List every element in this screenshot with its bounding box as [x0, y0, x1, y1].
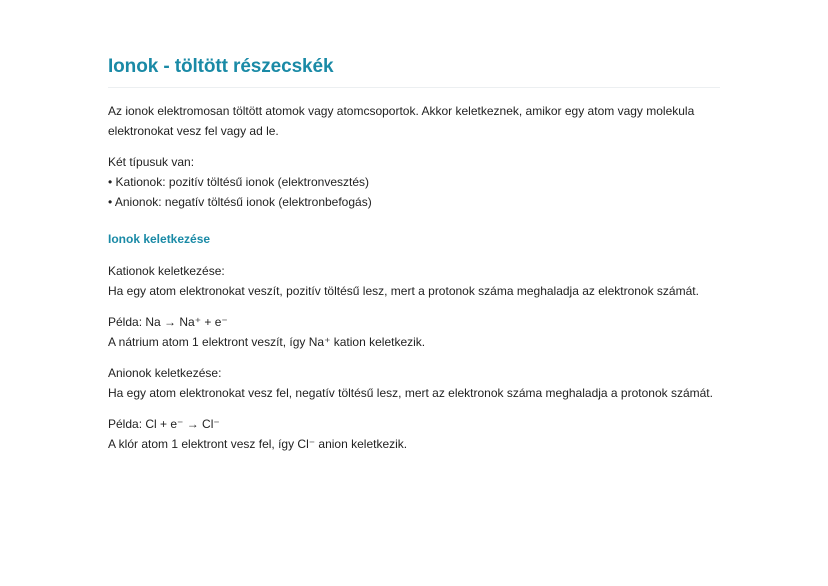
anion-heading: Anionok keletkezése: — [108, 366, 222, 380]
intro-paragraph — [108, 101, 720, 141]
types-heading: Két típusuk van: — [108, 155, 195, 169]
anion-text: Ha egy atom elektronokat vesz fel, negatív töltésű lesz, mert az elektronok száma meghaladja a protonok számát. — [108, 386, 713, 400]
cation-heading: Kationok keletkezése: — [108, 264, 225, 278]
cation-example-block — [108, 312, 720, 352]
anion-example-text: A klór atom 1 elektront vesz fel, így Cl⁻ anion keletkezik. — [108, 437, 408, 451]
anion-block — [108, 363, 720, 403]
cation-text: Ha egy atom elektronokat veszít, pozitív töltésű lesz, mert a protonok száma meghaladja az elektronok számát. — [108, 284, 699, 298]
document-content — [108, 56, 720, 454]
anion-example: Példa: Cl + e⁻ → Cl⁻ — [108, 417, 220, 431]
cation-block — [108, 261, 720, 301]
page-title: Ionok - töltött részecskék — [108, 56, 720, 88]
cation-example-text: A nátrium atom 1 elektront veszít, így Na⁺ kation keletkezik. — [108, 335, 426, 349]
list-item-cation: • Kationok: pozitív töltésű ionok (elektronvesztés) — [108, 175, 369, 189]
anion-example-block — [108, 414, 720, 454]
intro-line: elektronokat vesz fel vagy ad le. — [108, 124, 279, 138]
list-item-anion: • Anionok: negatív töltésű ionok (elektronbefogás) — [108, 195, 372, 209]
cation-example: Példa: Na → Na⁺ + e⁻ — [108, 315, 228, 329]
types-list — [108, 152, 720, 212]
section-heading: Ionok keletkezése — [108, 232, 211, 246]
intro-line: Az ionok elektromosan töltött atomok vagy atomcsoportok. Akkor keletkeznek, amikor egy atom vagy molekula — [108, 104, 695, 118]
